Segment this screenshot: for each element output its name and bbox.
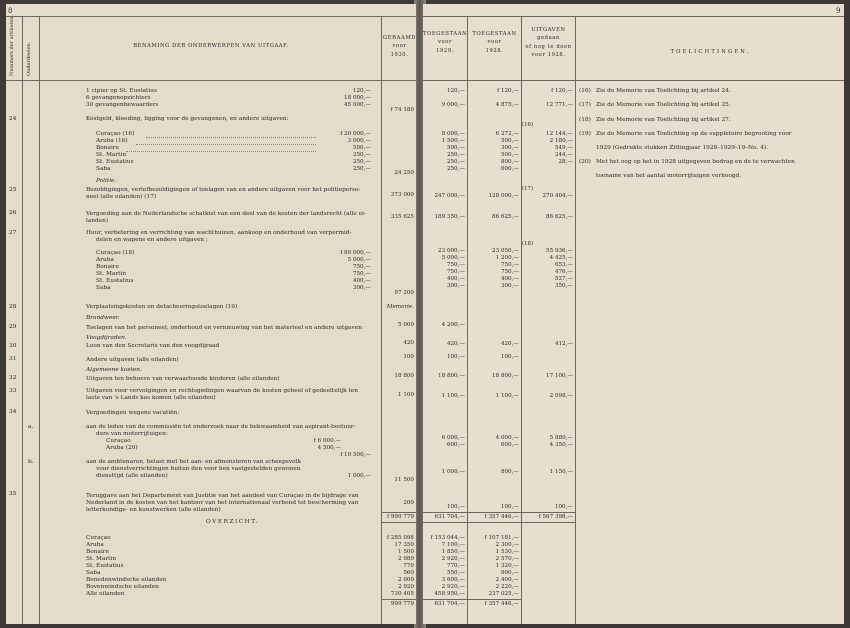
u28-value: 549,— xyxy=(554,145,573,151)
note-text: Zie de Memorie van Toelichting op de suppletoire begrooting voor xyxy=(596,131,792,137)
overzicht-geraamd: 2 920 xyxy=(397,584,414,590)
desc-line: Saba xyxy=(96,166,111,172)
t29-value: 750,— xyxy=(446,262,465,268)
t29-value: 120,— xyxy=(446,88,465,94)
overzicht-label: Bonaire xyxy=(86,549,109,555)
geraamd-value: 335 625 xyxy=(390,214,414,220)
article-number: 28 xyxy=(9,304,17,310)
dot-leader xyxy=(126,151,316,152)
u28-value: 5 880,— xyxy=(549,435,573,441)
desc-line: aan de ambtenaren, belast met het aan- en afmonsteren van scheepsvolk xyxy=(86,459,301,465)
t29-value: 250,— xyxy=(446,159,465,165)
u28-value: f 120,— xyxy=(551,88,573,94)
uitgaven-line1: UITGAVEN xyxy=(531,27,566,33)
article-number: 25 xyxy=(9,187,17,193)
t29-value: 4 200,— xyxy=(441,322,465,328)
u28-value: 4 425,— xyxy=(549,255,573,261)
overzicht-geraamd: 1 500 xyxy=(397,549,414,555)
desc-line: Teruggave aan het Departement van Justitie van het aandeel van Curaçao in de bijdrage van xyxy=(86,493,359,499)
overzicht-t29: 458 950,— xyxy=(434,591,465,597)
t28-value: 128 000,— xyxy=(488,193,519,199)
desc-line: St. Eustatius xyxy=(96,159,134,165)
header-top-rule xyxy=(6,16,416,17)
amount: 3 000,— xyxy=(347,138,371,144)
desc-line: 1 cipier op St. Eustatius xyxy=(86,88,157,94)
t28-value: 750,— xyxy=(500,262,519,268)
toegestaan1928-line3: 1928. xyxy=(485,47,504,54)
note-ref: (16) xyxy=(579,88,591,94)
geraamd-header-line3: 1930. xyxy=(390,51,409,58)
t28-value: 18 800,— xyxy=(492,373,519,379)
overzicht-t28: 2 570,— xyxy=(495,556,519,562)
overzicht-t29: 550,— xyxy=(446,570,465,576)
header-bottom-rule xyxy=(6,80,416,81)
toegestaan1929-line3: 1929. xyxy=(436,47,454,54)
u28-value: 476,— xyxy=(554,269,573,275)
geraamd-value: 24 250 xyxy=(394,170,414,176)
amount: f 20 000,— xyxy=(340,131,371,137)
desc-line: Andere uitgaven (alle eilanden) xyxy=(86,357,179,363)
t29-value: 18 800,— xyxy=(438,373,465,379)
t28-value: 600,— xyxy=(500,166,519,172)
note-ref: (20) xyxy=(579,159,591,165)
desc-line: 6 gevangenopzichters xyxy=(86,95,151,101)
u28-value: 527,— xyxy=(554,276,573,282)
overzicht-label: St. Martin xyxy=(86,556,117,562)
desc-line: diensttijd (alle eilanden) xyxy=(96,473,168,479)
amount: 250,— xyxy=(352,159,371,165)
geraamd-value: 100 xyxy=(403,354,414,360)
overzicht-total-geraamd: 999 779 xyxy=(390,601,414,607)
u28-value: 55 936,— xyxy=(546,248,573,254)
total-rule xyxy=(423,599,521,600)
overzicht-geraamd: 2 980 xyxy=(397,556,414,562)
overzicht-geraamd: f 285 098 xyxy=(387,535,414,541)
t29-value: 6 000,— xyxy=(441,435,465,441)
col-rule-2 xyxy=(39,16,40,624)
t29-value: 189 350,— xyxy=(434,214,465,220)
geraamd-header-line1: GERAAMD xyxy=(383,35,416,41)
geraamd-header-line2: voor xyxy=(392,43,407,50)
dot-leader xyxy=(146,137,316,138)
col-rule-6 xyxy=(575,16,576,624)
article-number: 31 xyxy=(9,356,17,362)
overzicht-total-t29: 631 704,— xyxy=(434,601,465,607)
desc-line: St. Martin xyxy=(96,271,127,277)
desc-line: Bonaire xyxy=(96,264,119,270)
desc-line: Curaçao (18) xyxy=(96,250,135,256)
amount: 750,— xyxy=(352,264,371,270)
amount: 250,— xyxy=(352,166,371,172)
overzicht-t29: 7 100,— xyxy=(441,542,465,548)
desc-line: Verplaatsingskosten en detacheeringstoelagen (19) xyxy=(86,304,238,310)
uitgaven-line2: gedaan xyxy=(537,35,560,42)
overzicht-t28: 900,— xyxy=(500,570,519,576)
uitgaven-header xyxy=(522,26,575,59)
overzicht-geraamd: 560 xyxy=(403,570,414,576)
t28-value: 1 100,— xyxy=(495,393,519,399)
t29-value: 750,— xyxy=(446,269,465,275)
t28-value: 100,— xyxy=(500,354,519,360)
desc-line: aan de leden van de commissiën tot onderzoek naar de bekwaamheid van aspirant-bestuur- xyxy=(86,424,356,430)
amount: 18 000,— xyxy=(344,95,371,101)
overzicht-t29: 3 600,— xyxy=(441,577,465,583)
article-number: 26 xyxy=(9,210,17,216)
col-rule-5 xyxy=(521,16,522,624)
col-rule-1 xyxy=(22,16,23,624)
amount: 300,— xyxy=(352,285,371,291)
desc-line: landen) xyxy=(86,218,109,224)
amount: 500,— xyxy=(352,145,371,151)
desc-line: neel (alle eilanden) (17) xyxy=(86,194,157,200)
t29-value: 1 500,— xyxy=(441,138,465,144)
article-number: 32 xyxy=(9,375,17,381)
total-rule xyxy=(381,512,416,513)
t29-value: 500,— xyxy=(446,145,465,151)
desc-line: Nederland in de kosten van het kantoor van het internationaal verbond tot bescherming van xyxy=(86,500,359,506)
toegestaan1929-line1: TOEGESTAAN xyxy=(423,31,468,37)
u28-value: 100,— xyxy=(554,504,573,510)
desc-line: Vergoeding aan de Nederlandsche schatkist van een deel van de kosten der landsrecht (alle ei- xyxy=(86,211,366,217)
article-number: 27 xyxy=(9,230,17,236)
header-bottom-rule xyxy=(423,80,844,81)
benaming-header: BENAMING DER ONDERWERPEN VAN UITGAAF. xyxy=(133,43,289,49)
geraamd-value: Memorie. xyxy=(386,304,414,310)
note-text: Zie de Memorie van Toelichting bij artikel 25. xyxy=(596,102,731,108)
desc-line: Bezoldigingen, verlofbezoldigingen of toelagen van en andere uitgaven voor het politieperso- xyxy=(86,187,361,193)
uitgaven-line3: of nog te doen xyxy=(525,43,572,50)
desc-line: Vergoedingen wegens vacatiën: xyxy=(86,410,180,416)
t28-value: 1 200,— xyxy=(495,255,519,261)
ref-marker: (17) xyxy=(522,186,534,192)
t28-value: 100,— xyxy=(500,504,519,510)
onderdeelen-header: Onderdeelen. xyxy=(26,41,32,76)
total-rule xyxy=(423,522,575,523)
t29-value: 5 000,— xyxy=(441,255,465,261)
article-number: 29 xyxy=(9,324,17,330)
t29-value: 247 000,— xyxy=(434,193,465,199)
toegestaan1928-line1: TOEGESTAAN xyxy=(472,31,517,37)
overzicht-geraamd: 17 350 xyxy=(394,542,414,548)
overzicht-t29: f 153 044,— xyxy=(430,535,465,541)
overzicht-t28: 1 320,— xyxy=(495,563,519,569)
note-ref: (19) xyxy=(579,131,591,137)
total-rule xyxy=(423,512,575,513)
note-ref: (18) xyxy=(579,117,591,123)
geraamd-value: f 74 180 xyxy=(390,107,414,113)
t28-value: 6 272,— xyxy=(495,131,519,137)
toegestaan1929-line2: voor xyxy=(437,39,453,46)
geraamd-value: 97 200 xyxy=(394,290,414,296)
desc-line: Curaçao (16) xyxy=(96,131,135,137)
amount: 750,— xyxy=(352,271,371,277)
geraamd-value: 18 800 xyxy=(394,373,414,379)
note-text: toename van het aantal motorrijtuigen verhoogd. xyxy=(596,173,742,179)
t29-value: 400,— xyxy=(446,276,465,282)
right-page xyxy=(423,4,844,624)
desc-line: Loon van den Secretaris van den voogdijraad xyxy=(86,343,220,349)
note-text: 1929 (Gedrukte stukken Zittingjaar 1928–1929–19–No. 4). xyxy=(596,145,768,151)
amount: 5 000,— xyxy=(347,257,371,263)
note-ref: (17) xyxy=(579,102,591,108)
t29-value: 420,— xyxy=(446,341,465,347)
amount: f 80 000,— xyxy=(340,250,371,256)
article-number: 34 xyxy=(9,409,17,415)
overzicht-title: OVERZICHT. xyxy=(206,519,260,525)
overzicht-t28: 2 300,— xyxy=(495,542,519,548)
header-top-rule xyxy=(423,16,844,17)
u28-value: 244,— xyxy=(554,152,573,158)
t28-value: 600,— xyxy=(500,442,519,448)
overzicht-t29: 2 920,— xyxy=(441,556,465,562)
section-label-politie: Politie. xyxy=(96,178,117,184)
t29-value: 100,— xyxy=(446,354,465,360)
u28-value: 12 144,— xyxy=(546,131,573,137)
u28-total: f 567 398,— xyxy=(538,514,573,520)
desc-line: St. Martin xyxy=(96,152,127,158)
overzicht-t28: 2 220,— xyxy=(495,584,519,590)
t28-value: 300,— xyxy=(500,283,519,289)
note-text: Met het oog op het in 1928 uitgegeven bedrag en de te verwachten xyxy=(596,159,795,165)
desc-line: laste van 's Lands kas komen (alle eilanden) xyxy=(86,395,216,401)
sub-letter-b: b. xyxy=(28,459,34,465)
right-page-number: 9 xyxy=(836,7,841,15)
overzicht-t28: 1 530,— xyxy=(495,549,519,555)
uitgaven-line4: voor 1928. xyxy=(531,51,566,58)
overzicht-label: Bovenwindsche eilanden xyxy=(86,584,159,590)
article-number: 24 xyxy=(9,116,17,122)
geraamd-value: 373 000 xyxy=(390,192,414,198)
u28-value: 1 150,— xyxy=(549,469,573,475)
geraamd-value: 200 xyxy=(403,500,414,506)
overzicht-t29: 2 920,— xyxy=(441,584,465,590)
t28-value: 800,— xyxy=(500,159,519,165)
t28-value: f 120,— xyxy=(497,88,519,94)
t29-value: 1 000,— xyxy=(441,469,465,475)
overzicht-total-t28: f 357 446,— xyxy=(484,601,519,607)
overzicht-geraamd: 2 000 xyxy=(397,577,414,583)
u28-value: 28,— xyxy=(558,159,573,165)
t29-value: 250,— xyxy=(446,166,465,172)
total-rule xyxy=(381,599,416,600)
t28-value: 23 050,— xyxy=(492,248,519,254)
t28-total: f 357 446,— xyxy=(484,514,519,520)
desc-line: Bonaire xyxy=(96,145,119,151)
section-label-brandweer: Brandweer. xyxy=(86,315,120,321)
sub-letter-a: a. xyxy=(28,424,34,430)
desc-line: Aruba (16) xyxy=(96,138,128,144)
t28-value: 400,— xyxy=(500,276,519,282)
section-label-voogdij: Voogdijraden. xyxy=(86,335,127,341)
dot-leader xyxy=(136,144,316,145)
t28-value: 4 875,— xyxy=(495,102,519,108)
desc-line: Aruba (20) xyxy=(106,445,138,451)
t28-value: 86 625,— xyxy=(492,214,519,220)
overzicht-label: Aruba xyxy=(86,542,104,548)
u28-value: 2 098,— xyxy=(549,393,573,399)
t29-value: 600,— xyxy=(446,442,465,448)
t29-value: 300,— xyxy=(446,283,465,289)
toelichtingen-header: TOELICHTINGEN. xyxy=(670,49,751,55)
u28-value: 270 404,— xyxy=(542,193,573,199)
ref-marker: (18) xyxy=(522,241,534,247)
overzicht-label: Saba xyxy=(86,570,101,576)
desc-line: Curaçao xyxy=(106,438,131,444)
article-number: 35 xyxy=(9,491,17,497)
overzicht-t29: 770,— xyxy=(446,563,465,569)
t29-value: 250,— xyxy=(446,152,465,158)
u28-value: 17 100,— xyxy=(546,373,573,379)
geraamd-total: f 999 779 xyxy=(387,514,414,520)
overzicht-geraamd: 730 405 xyxy=(390,591,414,597)
amount: 250,— xyxy=(352,152,371,158)
desc-line: 30 gevangenbewaarders xyxy=(86,102,159,108)
geraamd-value: 11 500 xyxy=(394,477,414,483)
desc-line: Kostgeld, kleeding, ligging voor de gevangenen, en andere uitgaven: xyxy=(86,116,289,122)
article-number: 30 xyxy=(9,343,17,349)
desc-line: Saba xyxy=(96,285,111,291)
t28-value: 500,— xyxy=(500,152,519,158)
amount: 1 000,— xyxy=(347,473,371,479)
t28-value: 800,— xyxy=(500,469,519,475)
amount: f 10 500,— xyxy=(340,452,371,458)
geraamd-value: 1 100 xyxy=(397,392,414,398)
toegestaan1929-header xyxy=(423,30,467,55)
article-number: 33 xyxy=(9,388,17,394)
overzicht-label: St. Eustatius xyxy=(86,563,124,569)
left-page xyxy=(6,4,416,624)
t29-total: 631 704,— xyxy=(434,514,465,520)
note-text: Zie de Memorie van Toelichting bij artikel 24. xyxy=(596,88,731,94)
nummers-header: Nummers der artikelen. xyxy=(9,14,15,76)
desc-line: voor dienstverrichtingen buiten den voor hen vastgestelden gewonen xyxy=(96,466,301,472)
t29-value: 23 000,— xyxy=(438,248,465,254)
t29-value: 8 000,— xyxy=(441,131,465,137)
col-rule-4 xyxy=(467,16,468,624)
t29-value: 100,— xyxy=(446,504,465,510)
note-text: Zie de Memorie van Toelichting bij artikel 27. xyxy=(596,117,731,123)
overzicht-label: Curaçao xyxy=(86,535,111,541)
desc-line: Toelagen van het personeel, onderhoud en vernieuwing van het materieel en andere uitgaven xyxy=(86,325,362,331)
t28-value: 300,— xyxy=(500,145,519,151)
desc-line: delen en wapens en andere uitgaven ; xyxy=(96,237,208,243)
u28-value: 350,— xyxy=(554,283,573,289)
amount: 4 500,— xyxy=(317,445,341,451)
toegestaan1928-header xyxy=(468,30,521,55)
amount: f 6 000,— xyxy=(313,438,341,444)
overzicht-t28: 237 025,— xyxy=(488,591,519,597)
desc-line: Uitgaven voor vervolgingen en rechtsgedingen waarvan de kosten geheel of gedeeltelijk ten xyxy=(86,388,358,394)
t28-value: 750,— xyxy=(500,269,519,275)
desc-line: letterkundige- en kunstwerken (alle eilanden) xyxy=(86,507,221,513)
u28-value: 412,— xyxy=(554,341,573,347)
desc-line: ders van motorrijtuigen: xyxy=(96,431,168,437)
left-page-number: 8 xyxy=(8,7,13,15)
desc-line: Uitgaven ten behoeve van verwaarloosde kinderen (alle eilanden) xyxy=(86,376,280,382)
amount: 45 000,— xyxy=(344,102,371,108)
overzicht-label: Alle eilanden xyxy=(86,591,125,597)
geraamd-header xyxy=(383,34,416,59)
t28-value: 420,— xyxy=(500,341,519,347)
t28-value: 500,— xyxy=(500,138,519,144)
geraamd-value: 5 000 xyxy=(397,322,414,328)
t29-value: 9 000,— xyxy=(441,102,465,108)
toegestaan1928-line2: voor xyxy=(487,39,502,46)
amount: 120,— xyxy=(352,88,371,94)
overzicht-t28: 2 400,— xyxy=(495,577,519,583)
geraamd-value: 420 xyxy=(403,340,414,346)
u28-value: 4 350,— xyxy=(549,442,573,448)
desc-line: Huur, verbetering en verrichting van wachthuizen, aankoop en onderhoud van verpermid- xyxy=(86,230,352,236)
section-label-algemeene: Algemeene kosten. xyxy=(86,367,142,373)
amount: 400,— xyxy=(352,278,371,284)
overzicht-geraamd: 770 xyxy=(403,563,414,569)
t29-value: 1 100,— xyxy=(441,393,465,399)
overzicht-label: Benedenwindsche eilanden xyxy=(86,577,167,583)
desc-line: Aruba xyxy=(96,257,114,263)
u28-value: 12 771,— xyxy=(546,102,573,108)
overzicht-t28: f 107 181,— xyxy=(484,535,519,541)
u28-value: 86 625,— xyxy=(546,214,573,220)
u28-value: 2 180,— xyxy=(549,138,573,144)
u28-value: 653,— xyxy=(554,262,573,268)
desc-line: St. Eustatius xyxy=(96,278,134,284)
overzicht-t29: 1 850,— xyxy=(441,549,465,555)
t28-value: 4 000,— xyxy=(495,435,519,441)
total-rule xyxy=(381,522,416,523)
ref-marker: (16) xyxy=(522,122,534,128)
